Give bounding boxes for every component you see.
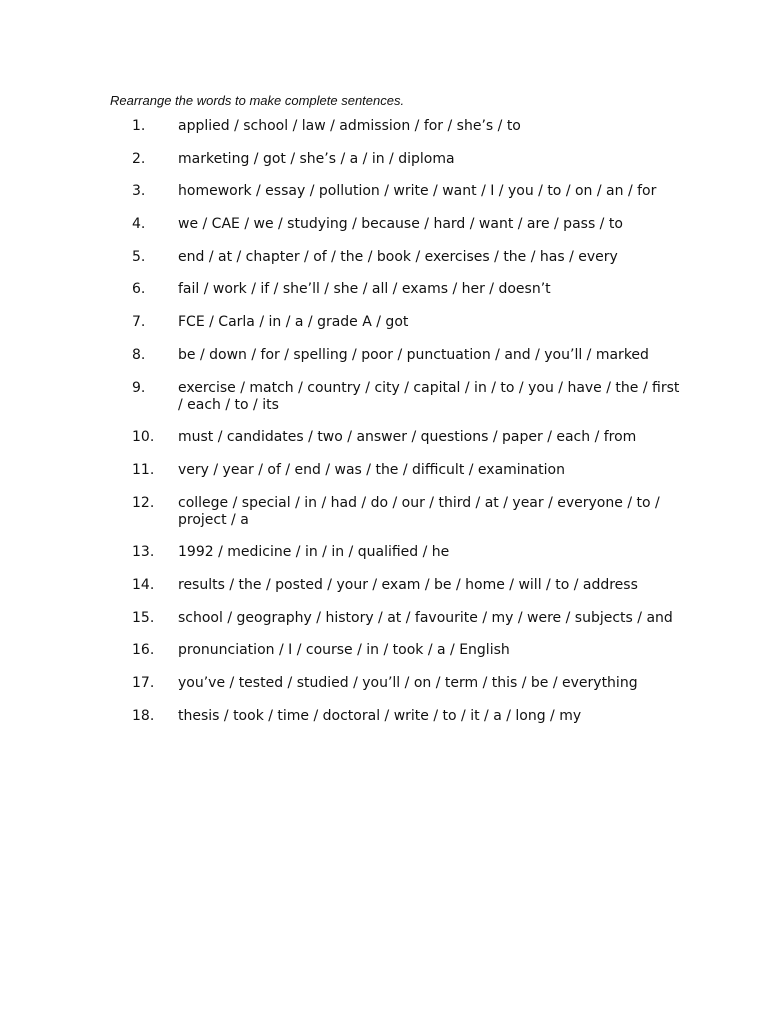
exercise-item bbox=[110, 118, 700, 135]
item-text: you’ve / tested / studied / you’ll / on / term / this / be / everything bbox=[178, 675, 638, 691]
exercise-item bbox=[110, 183, 700, 200]
exercise-item bbox=[110, 610, 700, 627]
item-number: 5. bbox=[132, 248, 146, 265]
exercise-item bbox=[110, 380, 700, 414]
item-number: 14. bbox=[132, 576, 155, 593]
exercise-item bbox=[110, 642, 700, 659]
item-number: 18. bbox=[132, 707, 155, 724]
exercise-item bbox=[110, 281, 700, 298]
exercise-item bbox=[110, 347, 700, 364]
item-text: must / candidates / two / answer / questions / paper / each / from bbox=[178, 429, 637, 446]
item-number: 9. bbox=[132, 379, 146, 396]
item-text: applied / school / law / admission / for / she’s / to bbox=[178, 118, 521, 134]
item-text: college / special / in / had / do / our / third / at / year / everyone / to / project / a bbox=[178, 494, 660, 528]
item-number: 16. bbox=[132, 642, 155, 659]
item-number: 4. bbox=[132, 216, 146, 233]
item-text: very / year / of / end / was / the / difficult / examination bbox=[178, 461, 565, 478]
exercise-item bbox=[110, 675, 700, 692]
exercise-item bbox=[110, 429, 700, 446]
item-text: 1992 / medicine / in / in / qualified / he bbox=[178, 544, 450, 561]
item-text: end / at / chapter / of / the / book / exercises / the / has / every bbox=[178, 248, 618, 265]
item-number: 11. bbox=[132, 461, 155, 478]
item-number: 15. bbox=[132, 609, 155, 626]
exercise-item bbox=[110, 151, 700, 168]
item-number: 10. bbox=[132, 429, 155, 446]
exercise-item bbox=[110, 577, 700, 594]
exercise-item bbox=[110, 314, 700, 331]
item-text: marketing / got / she’s / a / in / diploma bbox=[178, 150, 455, 167]
item-number: 1. bbox=[132, 118, 146, 134]
exercise-item bbox=[110, 544, 700, 561]
item-text: exercise / match / country / city / capital / in / to / you / have / the / first / each / to / its bbox=[178, 379, 680, 413]
item-number: 3. bbox=[132, 183, 146, 200]
item-text: results / the / posted / your / exam / be / home / will / to / address bbox=[178, 576, 638, 593]
item-number: 17. bbox=[132, 675, 155, 691]
item-text: fail / work / if / she’ll / she / all / exams / her / doesn’t bbox=[178, 281, 551, 298]
exercise-item bbox=[110, 216, 700, 233]
item-number: 7. bbox=[132, 314, 146, 331]
exercise-item bbox=[110, 249, 700, 266]
item-number: 8. bbox=[132, 346, 146, 363]
exercise-item bbox=[110, 708, 700, 725]
item-number: 13. bbox=[132, 544, 155, 561]
item-number: 2. bbox=[132, 150, 146, 167]
item-text: FCE / Carla / in / a / grade A / got bbox=[178, 314, 409, 331]
item-text: homework / essay / pollution / write / want / I / you / to / on / an / for bbox=[178, 183, 657, 200]
exercise-instruction: Rearrange the words to make complete sentences. bbox=[110, 93, 405, 108]
item-number: 6. bbox=[132, 281, 146, 298]
item-text: we / CAE / we / studying / because / hard / want / are / pass / to bbox=[178, 216, 623, 233]
item-text: school / geography / history / at / favourite / my / were / subjects / and bbox=[178, 609, 673, 626]
exercise-list bbox=[110, 118, 700, 740]
item-text: pronunciation / I / course / in / took / a / English bbox=[178, 642, 510, 659]
item-text: thesis / took / time / doctoral / write / to / it / a / long / my bbox=[178, 707, 582, 724]
item-text: be / down / for / spelling / poor / punctuation / and / you’ll / marked bbox=[178, 346, 649, 363]
exercise-item bbox=[110, 462, 700, 479]
exercise-item bbox=[110, 495, 700, 529]
item-number: 12. bbox=[132, 494, 155, 511]
